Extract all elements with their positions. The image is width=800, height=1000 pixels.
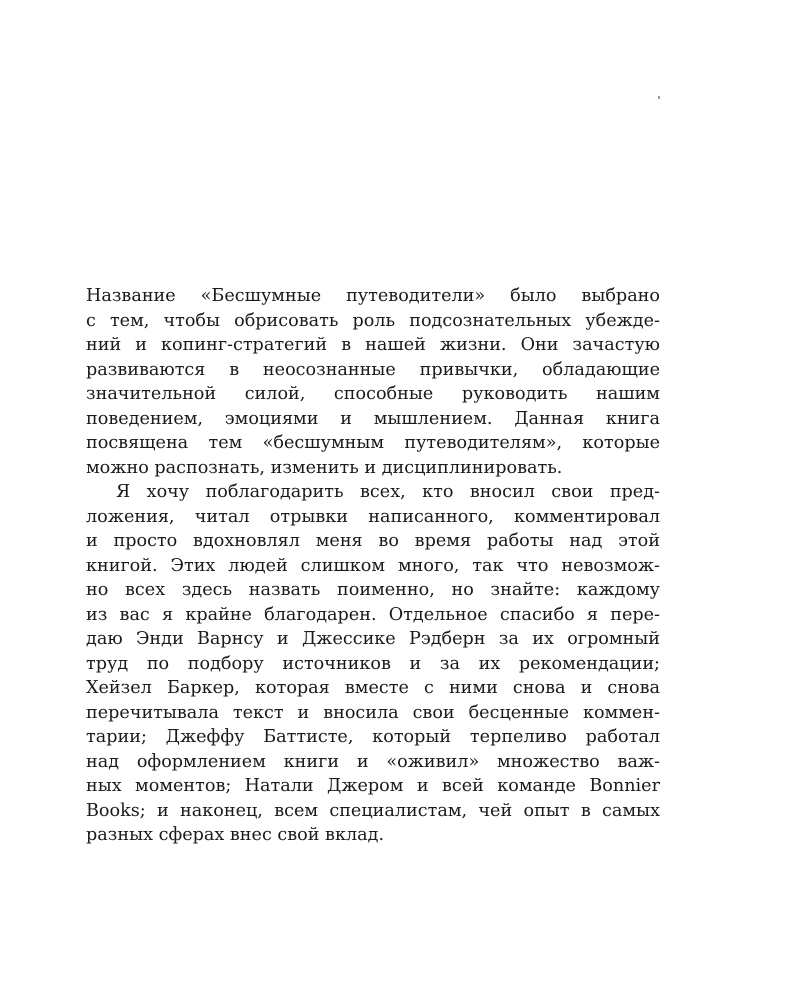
text-line: и просто вдохновлял меня во время работы над этой — [86, 531, 660, 551]
text-line: но всех здесь назвать поименно, но знайте: каждому — [86, 580, 660, 600]
text-line: значительной силой, способные руководить нашим — [86, 384, 660, 404]
text-line: над оформлением книги и «оживил» множество важ- — [86, 751, 660, 772]
text-line: развиваются в неосознанные привычки, обладающие — [86, 359, 660, 380]
paragraph-intro — [86, 284, 660, 480]
scan-artifact-mark — [658, 96, 660, 99]
text-line: посвящена тем «бесшумным путеводителям», которые — [86, 433, 660, 453]
paragraph-acknowledgements — [86, 480, 660, 848]
text-line: можно распознать, изменить и дисциплинировать. — [86, 457, 563, 478]
text-line: даю Энди Варнсу и Джессике Рэдберн за их огромный — [86, 629, 660, 649]
text-line: Название «Бесшумные путеводители» было выбрано — [86, 286, 660, 306]
text-line: книгой. Этих людей слишком много, так что невозмож- — [86, 555, 660, 576]
text-line: перечитывала текст и вносила свои бесценные коммен- — [86, 702, 660, 723]
text-line: тарии; Джеффу Баттисте, который терпеливо работал — [86, 727, 660, 747]
text-line: из вас я крайне благодарен. Отдельное спасибо я пере- — [86, 604, 660, 625]
text-line: ний и копинг-стратегий в нашей жизни. Они зачастую — [86, 335, 660, 355]
text-line: Хейзел Баркер, которая вместе с ними снова и снова — [86, 678, 660, 698]
text-line: поведением, эмоциями и мышлением. Данная книга — [86, 408, 660, 429]
text-line: с тем, чтобы обрисовать роль подсознательных убежде- — [86, 310, 660, 331]
text-line: ложения, читал отрывки написанного, комментировал — [86, 506, 660, 527]
text-line: труд по подбору источников и за их рекомендации; — [86, 653, 660, 674]
text-line: разных сферах внес свой вклад. — [86, 825, 385, 845]
text-line: ных моментов; Натали Джером и всей команде Bonnier — [86, 776, 660, 796]
text-line: Books; и наконец, всем специалистам, чей опыт в самых — [86, 800, 660, 821]
body-text — [86, 284, 660, 848]
text-line: Я хочу поблагодарить всех, кто вносил свои пред- — [116, 482, 660, 502]
